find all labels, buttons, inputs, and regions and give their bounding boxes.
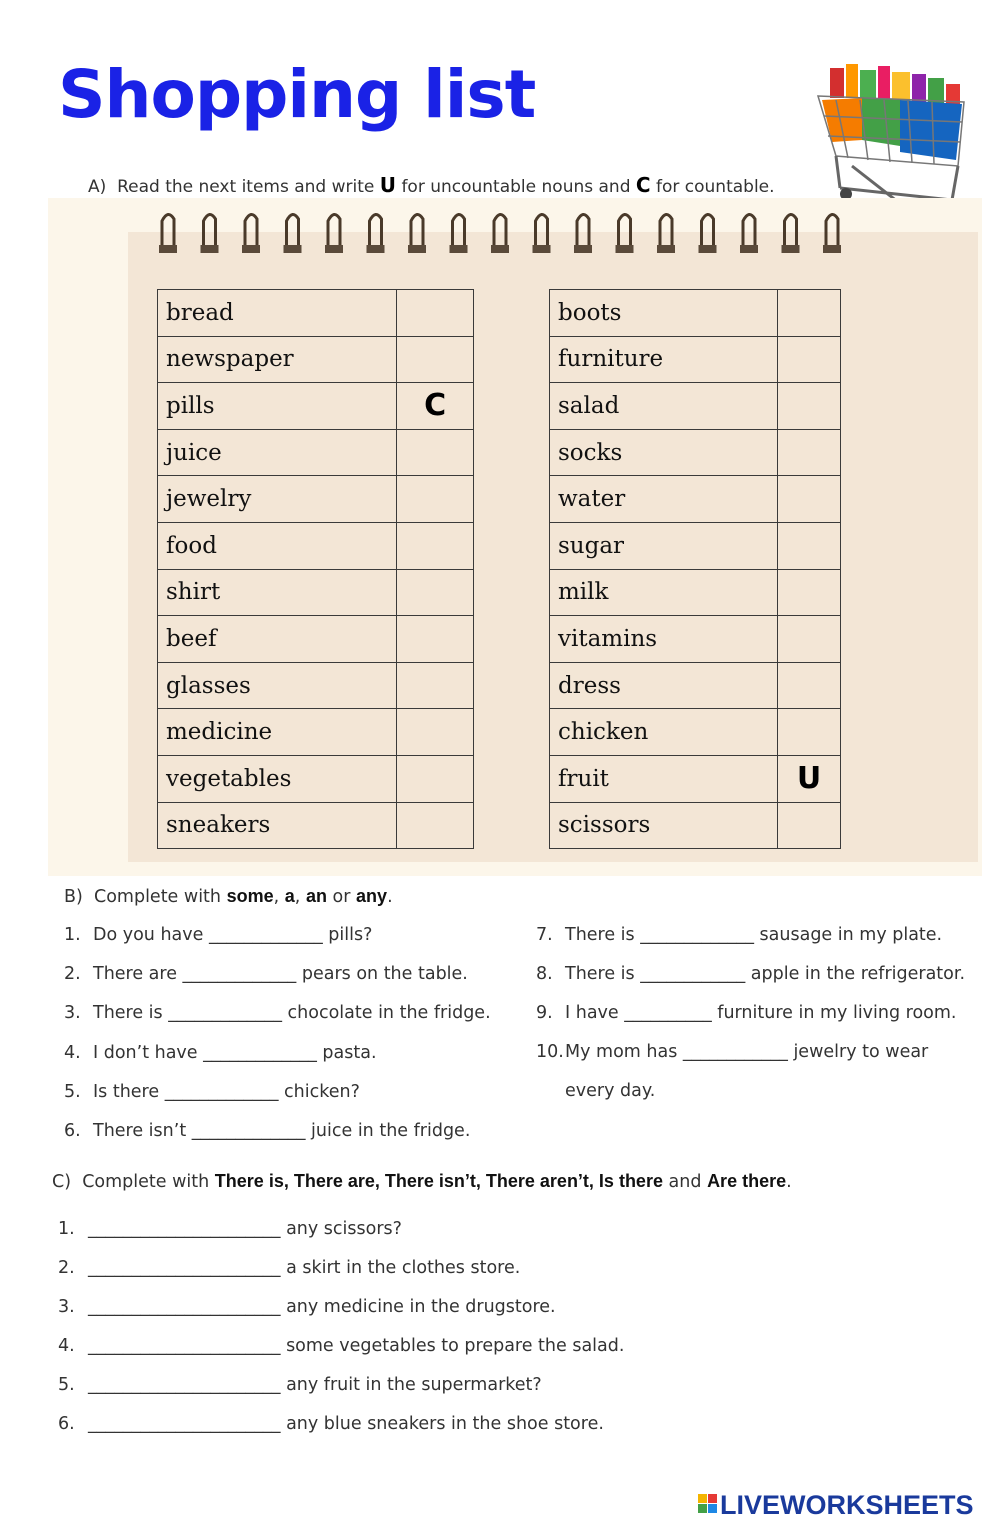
nouns-table-left bbox=[157, 289, 474, 849]
noun-answer-field[interactable] bbox=[778, 336, 841, 383]
section-c-instructions: C) Complete with There is, There are, There isn’t, There aren’t, Is there and Are there. bbox=[52, 1171, 792, 1192]
noun-row bbox=[158, 383, 474, 430]
noun-word: sugar bbox=[550, 522, 778, 569]
liveworksheets-logo bbox=[692, 1490, 992, 1520]
noun-answer-field[interactable] bbox=[397, 522, 474, 569]
item-text[interactable]: There is ____________ apple in the refrigerator. bbox=[565, 964, 966, 984]
noun-word: water bbox=[550, 476, 778, 523]
noun-word: vegetables bbox=[158, 755, 397, 802]
spiral-hole bbox=[367, 245, 385, 253]
spiral-hole bbox=[740, 245, 758, 253]
spiral-hole bbox=[823, 245, 841, 253]
noun-word: boots bbox=[550, 290, 778, 337]
section-b-instructions: B) Complete with some, a, an or any. bbox=[64, 886, 393, 907]
noun-answer-field[interactable]: C bbox=[397, 383, 474, 430]
noun-row bbox=[158, 755, 474, 802]
item-number: 2. bbox=[58, 1258, 75, 1278]
b-left-item bbox=[64, 1081, 360, 1102]
item-text[interactable]: ______________________ a skirt in the clothes store. bbox=[88, 1258, 521, 1278]
c-items-item bbox=[58, 1297, 556, 1317]
noun-answer-field[interactable]: U bbox=[778, 755, 841, 802]
noun-answer-field[interactable] bbox=[778, 662, 841, 709]
noun-word: chicken bbox=[550, 709, 778, 756]
b-right-item bbox=[536, 964, 966, 984]
page-title: Shopping list bbox=[58, 56, 536, 133]
noun-answer-field[interactable] bbox=[778, 522, 841, 569]
item-text[interactable]: There is _____________ sausage in my plate. bbox=[565, 925, 943, 945]
spiral-hole bbox=[201, 245, 219, 253]
item-number: 10. bbox=[536, 1042, 564, 1062]
noun-word: jewelry bbox=[158, 476, 397, 523]
noun-row bbox=[550, 290, 841, 337]
c-items-item bbox=[58, 1414, 604, 1434]
section-b-item-10-continued: every day. bbox=[565, 1081, 656, 1101]
noun-word: juice bbox=[158, 429, 397, 476]
noun-answer-field[interactable] bbox=[397, 802, 474, 849]
noun-word: medicine bbox=[158, 709, 397, 756]
spiral-hole bbox=[408, 245, 426, 253]
item-text[interactable]: My mom has ____________ jewelry to wear bbox=[565, 1042, 929, 1062]
c-items-item bbox=[58, 1219, 402, 1239]
noun-row bbox=[158, 662, 474, 709]
item-text[interactable]: ______________________ some vegetables to prepare the salad. bbox=[88, 1336, 625, 1356]
noun-row bbox=[158, 290, 474, 337]
noun-word: fruit bbox=[550, 755, 778, 802]
item-text[interactable]: I don’t have _____________ pasta. bbox=[93, 1042, 377, 1063]
noun-row bbox=[550, 802, 841, 849]
noun-word: shirt bbox=[158, 569, 397, 616]
noun-row bbox=[158, 802, 474, 849]
item-number: 2. bbox=[64, 964, 81, 985]
item-number: 8. bbox=[536, 964, 553, 984]
spiral-hole bbox=[657, 245, 675, 253]
item-text[interactable]: ______________________ any scissors? bbox=[88, 1219, 402, 1239]
item-text[interactable]: There isn’t _____________ juice in the fridge. bbox=[93, 1121, 471, 1141]
spiral-hole bbox=[159, 245, 177, 253]
noun-answer-field[interactable] bbox=[397, 755, 474, 802]
noun-word: dress bbox=[550, 662, 778, 709]
c-items-item bbox=[58, 1375, 542, 1395]
noun-answer-field[interactable] bbox=[397, 290, 474, 337]
noun-answer-field[interactable] bbox=[397, 476, 474, 523]
noun-word: salad bbox=[550, 383, 778, 430]
noun-row bbox=[158, 709, 474, 756]
spiral-hole bbox=[699, 245, 717, 253]
footer-brand: LIVEWORKSHEETS bbox=[720, 1490, 974, 1520]
item-number: 5. bbox=[64, 1081, 81, 1102]
item-text[interactable]: Is there _____________ chicken? bbox=[93, 1081, 360, 1102]
item-number: 3. bbox=[58, 1297, 75, 1317]
b-left-item bbox=[64, 1121, 471, 1141]
b-right-item bbox=[536, 1042, 929, 1062]
item-text[interactable]: Do you have _____________ pills? bbox=[93, 925, 373, 945]
noun-row bbox=[158, 429, 474, 476]
noun-word: milk bbox=[550, 569, 778, 616]
spiral-hole bbox=[450, 245, 468, 253]
spiral-hole bbox=[284, 245, 302, 253]
spiral-binding bbox=[152, 205, 852, 257]
spiral-hole bbox=[491, 245, 509, 253]
noun-row bbox=[550, 755, 841, 802]
noun-answer-field[interactable] bbox=[397, 616, 474, 663]
noun-row bbox=[550, 569, 841, 616]
noun-row bbox=[550, 336, 841, 383]
noun-answer-field[interactable] bbox=[397, 662, 474, 709]
b-left-item bbox=[64, 1003, 491, 1024]
noun-word: newspaper bbox=[158, 336, 397, 383]
item-text[interactable]: There is _____________ chocolate in the fridge. bbox=[93, 1003, 491, 1024]
item-number: 6. bbox=[64, 1121, 81, 1141]
noun-answer-field[interactable] bbox=[778, 616, 841, 663]
noun-word: furniture bbox=[550, 336, 778, 383]
noun-word: socks bbox=[550, 429, 778, 476]
item-number: 5. bbox=[58, 1375, 75, 1395]
noun-row bbox=[158, 522, 474, 569]
item-number: 7. bbox=[536, 925, 553, 945]
noun-word: vitamins bbox=[550, 616, 778, 663]
noun-word: scissors bbox=[550, 802, 778, 849]
noun-row bbox=[158, 476, 474, 523]
noun-row bbox=[158, 569, 474, 616]
noun-row bbox=[158, 616, 474, 663]
item-text[interactable]: There are _____________ pears on the table. bbox=[93, 964, 468, 985]
item-text[interactable]: ______________________ any medicine in the drugstore. bbox=[88, 1297, 556, 1317]
noun-answer-field[interactable] bbox=[397, 336, 474, 383]
b-right-item bbox=[536, 1003, 957, 1023]
c-items-item bbox=[58, 1336, 625, 1356]
b-left-item bbox=[64, 1042, 377, 1063]
noun-answer-field[interactable] bbox=[397, 569, 474, 616]
noun-row bbox=[550, 662, 841, 709]
spiral-hole bbox=[616, 245, 634, 253]
item-text[interactable]: ______________________ any blue sneakers in the shoe store. bbox=[88, 1414, 604, 1434]
b-right-item bbox=[536, 925, 943, 945]
noun-answer-field[interactable] bbox=[778, 290, 841, 337]
noun-answer-field[interactable] bbox=[778, 709, 841, 756]
noun-word: beef bbox=[158, 616, 397, 663]
noun-row bbox=[550, 429, 841, 476]
noun-answer-field[interactable] bbox=[397, 709, 474, 756]
item-number: 1. bbox=[64, 925, 81, 945]
noun-word: sneakers bbox=[158, 802, 397, 849]
noun-answer-field[interactable] bbox=[778, 429, 841, 476]
item-number: 1. bbox=[58, 1219, 75, 1239]
spiral-hole bbox=[574, 245, 592, 253]
item-number: 3. bbox=[64, 1003, 81, 1024]
noun-row bbox=[550, 616, 841, 663]
noun-answer-field[interactable] bbox=[397, 429, 474, 476]
noun-row bbox=[550, 476, 841, 523]
noun-word: pills bbox=[158, 383, 397, 430]
spiral-hole bbox=[533, 245, 551, 253]
noun-word: glasses bbox=[158, 662, 397, 709]
c-items-item bbox=[58, 1258, 521, 1278]
noun-answer-field[interactable] bbox=[778, 383, 841, 430]
noun-word: food bbox=[158, 522, 397, 569]
nouns-table-right bbox=[549, 289, 841, 849]
noun-row bbox=[550, 383, 841, 430]
spiral-hole bbox=[782, 245, 800, 253]
item-text[interactable]: I have __________ furniture in my living room. bbox=[565, 1003, 957, 1023]
item-text[interactable]: ______________________ any fruit in the supermarket? bbox=[88, 1375, 542, 1395]
noun-answer-field[interactable] bbox=[778, 569, 841, 616]
noun-row bbox=[550, 709, 841, 756]
section-a-instructions: A) Read the next items and write U for uncountable nouns and C for countable. bbox=[88, 173, 775, 197]
item-number: 6. bbox=[58, 1414, 75, 1434]
noun-row bbox=[158, 336, 474, 383]
noun-answer-field[interactable] bbox=[778, 476, 841, 523]
noun-answer-field[interactable] bbox=[778, 802, 841, 849]
noun-row bbox=[550, 522, 841, 569]
spiral-hole bbox=[325, 245, 343, 253]
item-number: 9. bbox=[536, 1003, 553, 1023]
item-number: 4. bbox=[64, 1042, 81, 1063]
spiral-hole bbox=[242, 245, 260, 253]
b-left-item bbox=[64, 925, 373, 945]
noun-word: bread bbox=[158, 290, 397, 337]
b-left-item bbox=[64, 964, 468, 985]
item-number: 4. bbox=[58, 1336, 75, 1356]
